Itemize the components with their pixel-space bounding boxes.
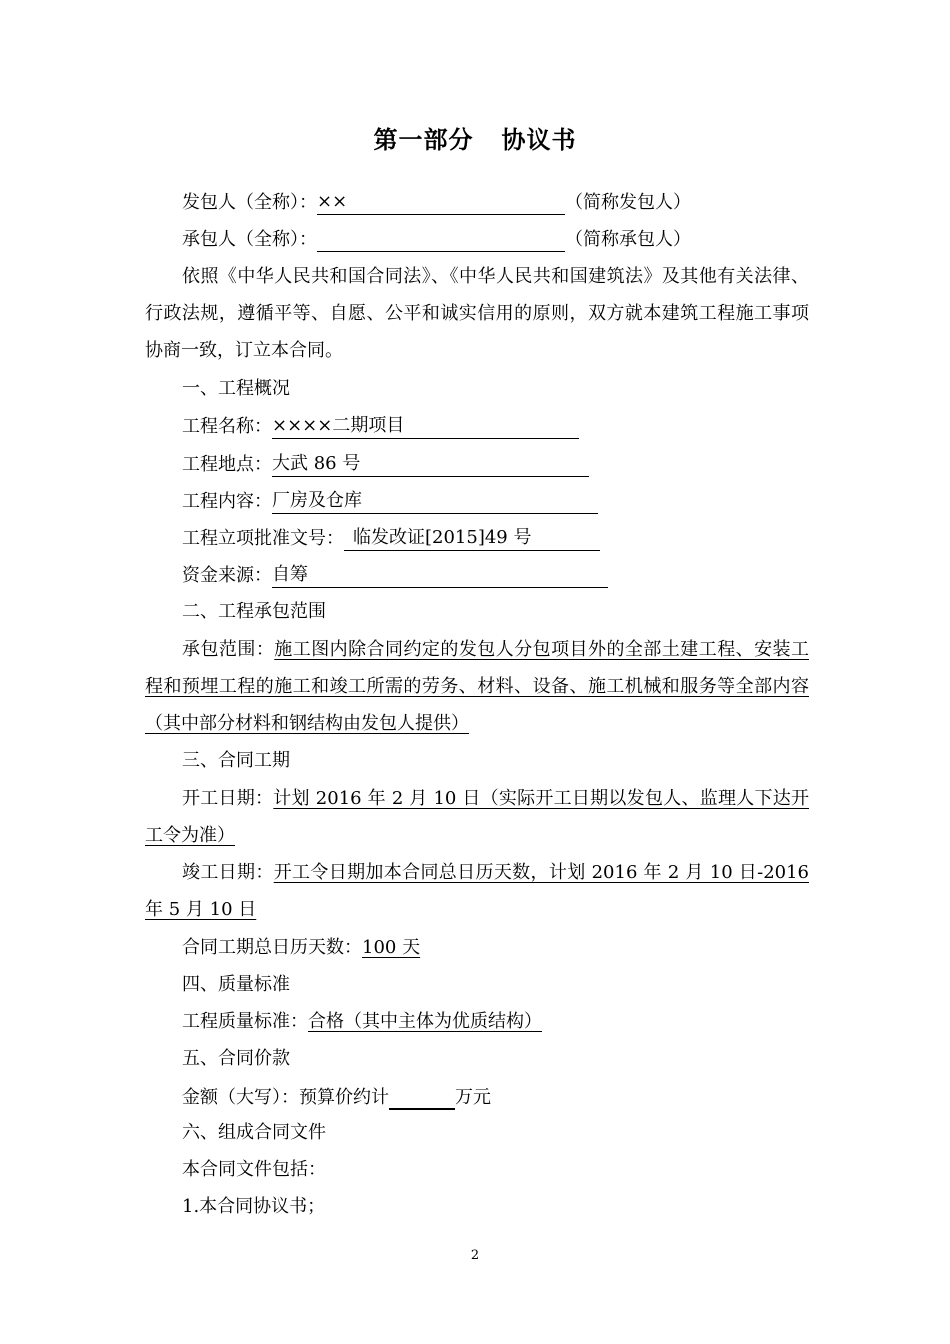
approval-label: 工程立项批准文号： xyxy=(182,528,344,549)
end-date-value: 开工令日期加本合同总日历天数，计划 2016 年 2 月 10 日-2016 年 5 月 10 日 xyxy=(145,862,810,920)
project-site-label: 工程地点： xyxy=(182,454,272,475)
title-part: 第一部分 xyxy=(373,125,474,154)
section3-heading: 三、合同工期 xyxy=(182,750,290,771)
page-title xyxy=(0,120,950,155)
document-item-1: 1.本合同协议书； xyxy=(182,1196,326,1217)
section2-heading: 二、工程承包范围 xyxy=(182,601,326,622)
start-date-paragraph xyxy=(145,780,809,854)
section4-heading: 四、质量标准 xyxy=(182,974,290,995)
approval-field xyxy=(344,526,600,551)
funding-field xyxy=(272,563,608,588)
employer-value: ×× xyxy=(317,191,348,212)
project-content-value: 厂房及仓库 xyxy=(272,490,362,511)
funding-label: 资金来源： xyxy=(182,565,272,586)
contractor-label: 承包人（全称）： xyxy=(182,229,317,250)
scope-label: 承包范围： xyxy=(182,639,275,660)
amount-field xyxy=(389,1084,455,1110)
employer-label: 发包人（全称）： xyxy=(182,192,317,213)
project-name-field xyxy=(272,414,579,439)
employer-field xyxy=(317,190,565,215)
project-name-line xyxy=(182,414,579,439)
section6-heading: 六、组成合同文件 xyxy=(182,1122,326,1143)
approval-value: 临发改证[2015]49 号 xyxy=(353,527,532,548)
end-date-paragraph xyxy=(145,854,809,928)
quality-value: 合格（其中主体为优质结构） xyxy=(308,1011,542,1032)
project-content-line xyxy=(182,489,598,514)
start-date-label: 开工日期： xyxy=(182,788,274,809)
employer-suffix: （简称发包人） xyxy=(565,192,691,213)
project-site-field xyxy=(272,452,589,477)
total-days-line xyxy=(182,936,420,960)
end-date-label: 竣工日期： xyxy=(182,862,274,883)
start-date-value: 计划 2016 年 2 月 10 日（实际开工日期以发包人、监理人下达开工令为准） xyxy=(145,788,810,846)
section1-heading: 一、工程概况 xyxy=(182,378,290,399)
quality-label: 工程质量标准： xyxy=(182,1011,308,1032)
total-days-value: 100 天 xyxy=(362,937,421,958)
title-name: 协议书 xyxy=(501,125,577,154)
quality-line xyxy=(182,1010,542,1034)
total-days-label: 合同工期总日历天数： xyxy=(182,937,362,958)
scope-value: 施工图内除合同约定的发包人分包项目外的全部土建工程、安装工程和预埋工程的施工和竣工所需的劳务、材料、设备、施工机械和服务等全部内容（其中部分材料和钢结构由发包人提供） xyxy=(145,639,810,734)
section5-heading: 五、合同价款 xyxy=(182,1048,290,1069)
scope-paragraph xyxy=(145,631,809,742)
project-name-label: 工程名称： xyxy=(182,416,272,437)
amount-label: 金额（大写）：预算价约计 xyxy=(182,1087,389,1108)
project-site-line xyxy=(182,452,589,477)
funding-value: 自筹 xyxy=(272,564,308,585)
project-site-value: 大武 86 号 xyxy=(272,453,361,474)
approval-line xyxy=(182,526,600,551)
funding-line xyxy=(182,563,608,588)
project-content-field xyxy=(272,489,598,514)
amount-line xyxy=(182,1084,491,1110)
contractor-suffix: （简称承包人） xyxy=(565,229,691,250)
preamble: 依照《中华人民共和国合同法》、《中华人民共和国建筑法》及其他有关法律、行政法规，遵循平等、自愿、公平和诚实信用的原则，双方就本建筑工程施工事项协商一致，订立本合同。 xyxy=(145,266,809,361)
contractor-field xyxy=(317,227,565,252)
contractor-line xyxy=(182,227,691,252)
employer-line xyxy=(182,190,691,215)
project-content-label: 工程内容： xyxy=(182,491,272,512)
documents-intro: 本合同文件包括： xyxy=(182,1159,326,1180)
amount-unit: 万元 xyxy=(455,1087,491,1108)
project-name-value: ××××二期项目 xyxy=(272,415,405,436)
page-number: 2 xyxy=(470,1248,480,1263)
